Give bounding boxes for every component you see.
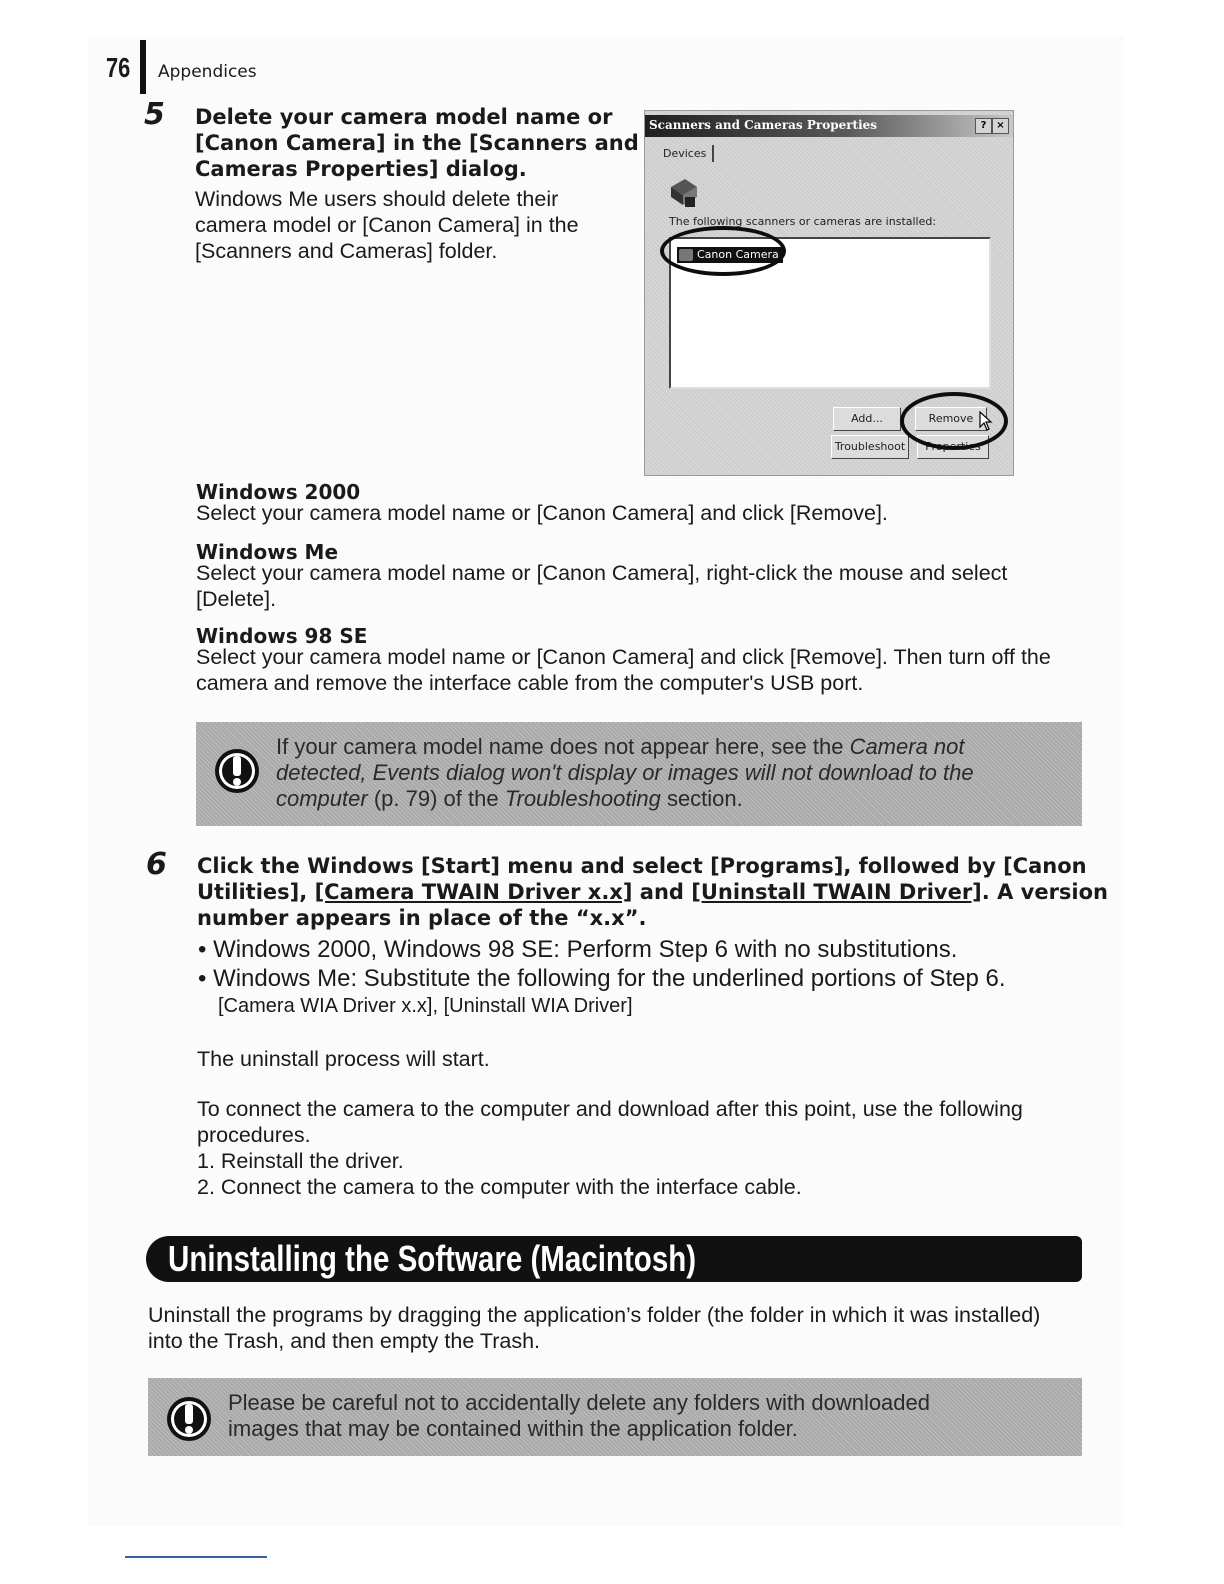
remove-button[interactable]: Remove — [915, 407, 987, 431]
section-name: Appendices — [158, 62, 257, 82]
highlight-oval-item — [660, 226, 786, 276]
section-heading-bar — [146, 1236, 1082, 1282]
close-button[interactable]: × — [992, 118, 1009, 134]
mac-caution-line: images that may be contained within the application folder. — [228, 1416, 798, 1441]
step6-text-part: and — [632, 880, 692, 904]
win98se-heading: Windows 98 SE — [196, 624, 368, 648]
win98se-line: Select your camera model name or [Canon Camera] and click [Remove]. Then turn off the — [196, 645, 1051, 669]
installed-devices-label: The following scanners or cameras are installed: — [669, 215, 937, 228]
winme-heading: Windows Me — [196, 540, 339, 564]
uninstall-twain-path: [Uninstall TWAIN Driver] — [691, 880, 982, 904]
win2000-text — [196, 500, 888, 526]
winme-line: Select your camera model name or [Canon Camera], right-click the mouse and select — [196, 561, 1008, 585]
step5-heading — [195, 104, 639, 182]
properties-button[interactable]: Properties — [917, 435, 989, 459]
step5-body-line: Windows Me users should delete their — [195, 187, 559, 211]
step5-heading-line: Cameras Properties] dialog. — [195, 157, 527, 181]
device-item-label: Canon Camera — [697, 248, 779, 261]
mac-caution-callout — [148, 1378, 1082, 1456]
step6-line: Click the Windows [Start] menu and select [Programs], followed by [Canon — [197, 854, 1087, 878]
header-rule — [140, 40, 146, 94]
page-number: 76 — [106, 52, 131, 83]
uninstall-start-text: The uninstall process will start. — [197, 1047, 490, 1071]
wia-substitution: [Camera WIA Driver x.x], [Uninstall WIA Driver] — [218, 995, 633, 1017]
dialog-title: Scanners and Cameras Properties — [649, 118, 878, 132]
step-number-5: 5 — [144, 97, 165, 132]
caution-callout — [196, 722, 1082, 826]
footer-rule — [125, 1556, 267, 1558]
win2000-line: Select your camera model name or [Canon Camera] and click [Remove]. — [196, 501, 888, 525]
win98se-text — [196, 644, 1051, 696]
tab-devices[interactable]: Devices — [657, 145, 714, 162]
mac-caution-text — [228, 1390, 930, 1442]
troubleshoot-button[interactable]: Troubleshoot — [831, 435, 909, 459]
bullet-item: • Windows 2000, Windows 98 SE: Perform Step 6 with no substitutions. — [198, 936, 958, 963]
section-heading: Uninstalling the Software (Macintosh) — [168, 1238, 697, 1279]
mac-line: into the Trash, and then empty the Trash. — [148, 1329, 541, 1353]
step6-line: number appears in place of the “x.x”. — [197, 906, 647, 930]
highlight-oval-remove — [900, 392, 1008, 450]
step5-body-line: [Scanners and Cameras] folder. — [195, 239, 498, 263]
mac-line: Uninstall the programs by dragging the application’s folder (the folder in which it was installed) — [148, 1303, 1041, 1327]
winme-text — [196, 560, 1007, 612]
scanner-icon — [667, 177, 701, 209]
connect-line: To connect the camera to the computer and download after this point, use the following — [197, 1097, 1023, 1121]
caution-text — [276, 734, 974, 812]
step5-body-line: camera model or [Canon Camera] in the — [195, 213, 579, 237]
add-button[interactable]: Add... — [833, 407, 901, 431]
procedure-item: 2. Connect the camera to the computer with the interface cable. — [197, 1175, 802, 1199]
callout-text-part: If your camera model name does not appear here, see the — [276, 734, 850, 759]
help-button[interactable]: ? — [975, 118, 992, 134]
callout-link-title: detected, Events dialog won't display or images will not download to the — [276, 760, 974, 785]
callout-link-section: Troubleshooting — [504, 786, 661, 811]
mac-caution-line: Please be careful not to accidentally delete any folders with downloaded — [228, 1390, 931, 1415]
step6-text-part: Utilities], — [197, 880, 315, 904]
connect-instructions — [197, 1096, 1023, 1200]
win2000-heading: Windows 2000 — [196, 480, 361, 504]
bullet-item: • Windows Me: Substitute the following for the underlined portions of Step 6. — [198, 965, 1006, 992]
step5-heading-line: [Canon Camera] in the [Scanners and — [195, 131, 639, 155]
callout-link-title: computer — [276, 786, 368, 811]
callout-text-part: (p. 79) of the — [367, 786, 505, 811]
step5-body — [195, 186, 579, 264]
callout-text-part: section. — [660, 786, 743, 811]
caution-icon — [214, 748, 260, 794]
mac-instructions — [148, 1302, 1040, 1354]
step6-text-part: . A version — [981, 880, 1109, 904]
procedure-item: 1. Reinstall the driver. — [197, 1149, 404, 1173]
win98se-line: camera and remove the interface cable from the computer's USB port. — [196, 671, 864, 695]
step-number-6: 6 — [146, 847, 167, 882]
callout-link-title: Camera not — [849, 734, 965, 759]
winme-line: [Delete]. — [196, 587, 277, 611]
caution-icon — [166, 1396, 212, 1442]
twain-driver-path: [Camera TWAIN Driver x.x] — [314, 880, 633, 904]
step6-heading — [197, 853, 1108, 931]
dialog-title-bar — [645, 115, 1013, 137]
step5-heading-line: Delete your camera model name or — [195, 105, 613, 129]
connect-line: procedures. — [197, 1123, 311, 1147]
